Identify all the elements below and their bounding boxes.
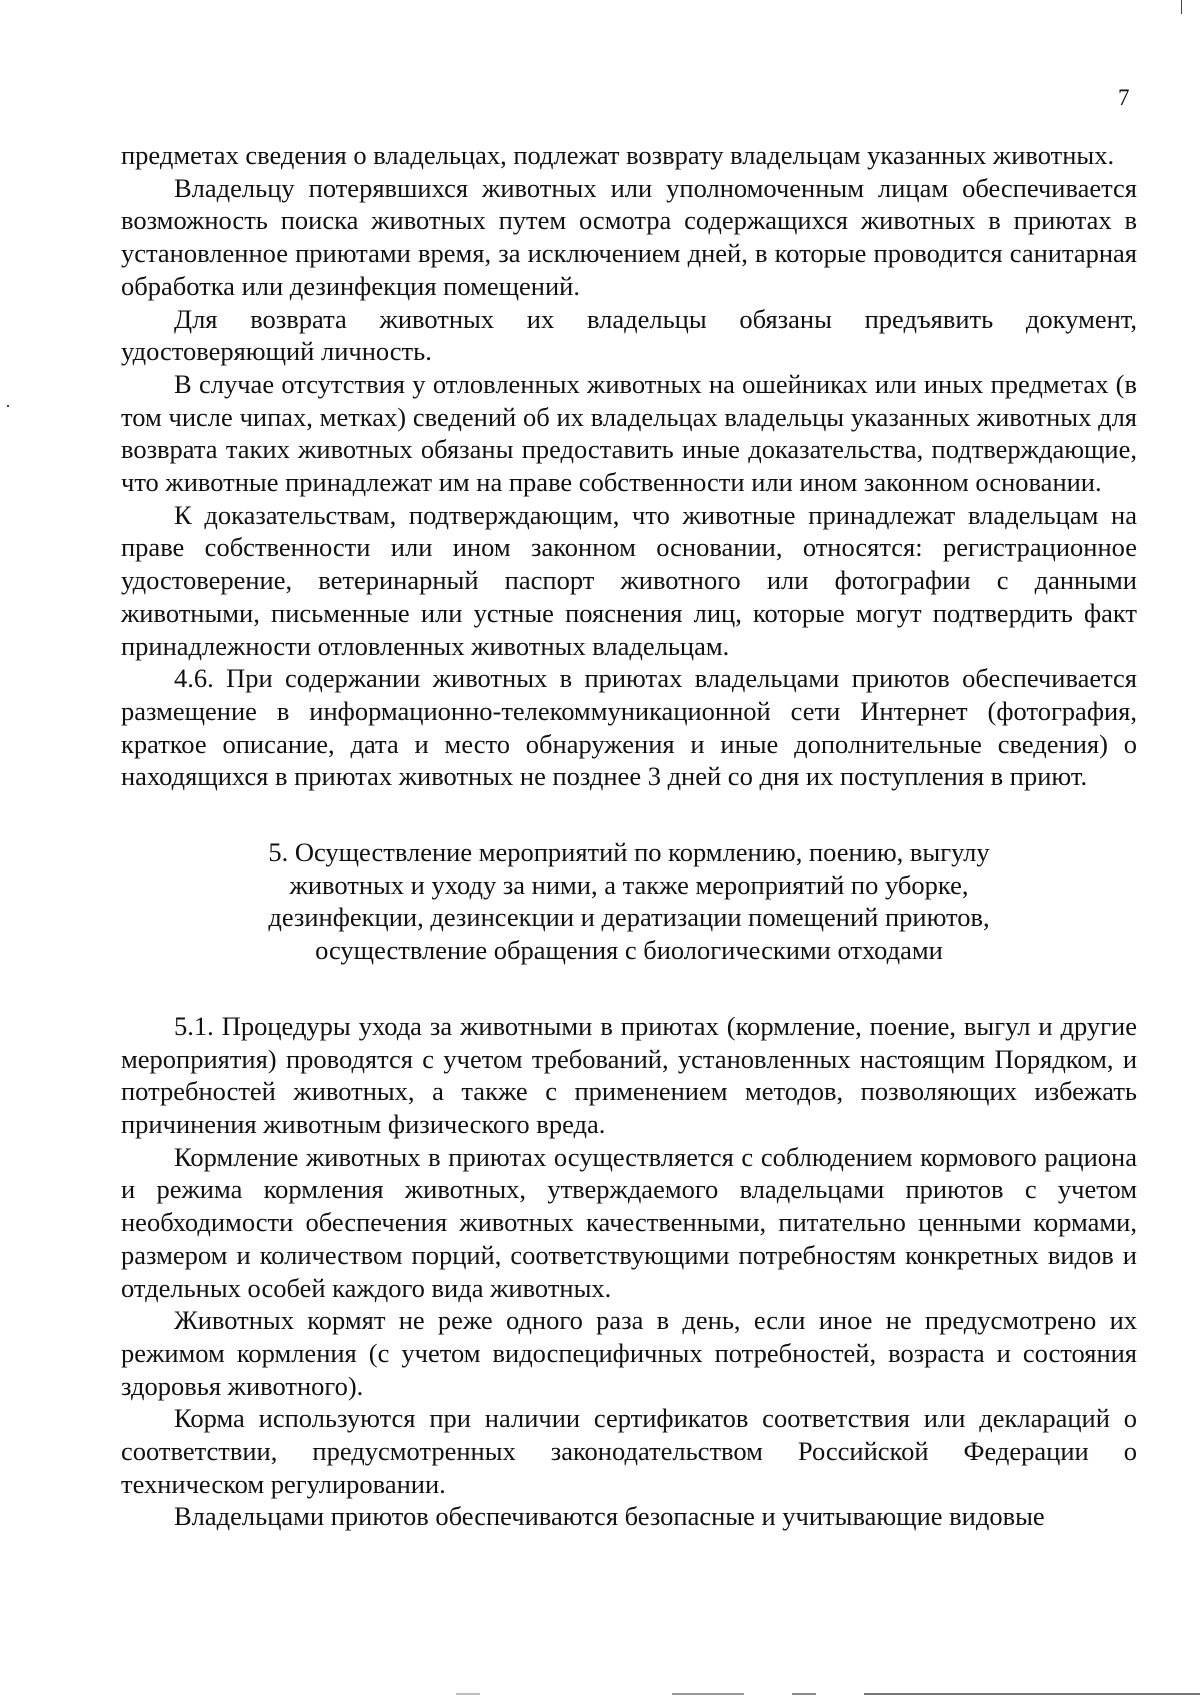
- paragraph-safe-conditions: Владельцами приютов обеспечиваются безопасные и учитывающие видовые: [174, 1501, 1045, 1532]
- paragraph-feeding-ration: Кормление животных в приютах осуществляется с соблюдением кормового рациона и режима кормления животных, утверждаемого владельцами приютов с учетом необходимости обеспечения животных качественными, питательно ценными кормами, размером и количеством порций, соответствующими потребностям конкретных видов и отдельных особей каждого вида животных.: [121, 1141, 1137, 1303]
- paragraph-identity-document: Для возврата животных их владельцы обязаны предъявить документ, удостоверяющий личность.: [121, 303, 1137, 367]
- page-number: 7: [1118, 85, 1130, 110]
- paragraph-feeding-frequency: Животных кормят не реже одного раза в день, если иное не предусмотрено их режимом кормления (с учетом видоспецифичных потребностей, возраста и состояния здоровья животного).: [121, 1305, 1137, 1401]
- section-heading-line: животных и уходу за ними, а также мероприятий по уборке,: [289, 869, 969, 900]
- paragraph-4-6: 4.6. При содержании животных в приютах владельцами приютов обеспечивается размещение в информационно-телекоммуникационной сети Интернет (фотография, краткое описание, дата и место обнаружения и иные дополнительные сведения) о находящихся в приютах животных не позднее 3 дней со дня их поступления в приют.: [121, 663, 1137, 792]
- scan-bottom-edge: [0, 1693, 1200, 1695]
- paragraph-feed-certificates: Корма используются при наличии сертификатов соответствия или деклараций о соответствии, предусмотренных законодательством Российской Федерации о техническом регулировании.: [121, 1403, 1137, 1499]
- scan-speck: [7, 405, 9, 407]
- paragraph-evidence-list: К доказательствам, подтверждающим, что животные принадлежат владельцам на праве собственности или ином законном основании, относятся: регистрационное удостоверение, ветеринарный паспорт животного или фотографии с данными животными, письменные или устные пояснения лиц, которые могут подтвердить факт принадлежности отловленных животных владельцам.: [121, 499, 1137, 661]
- section-heading-line: 5. Осуществление мероприятий по кормлению, поению, выгулу: [268, 837, 990, 868]
- document-body: [121, 139, 1137, 1533]
- paragraph-continuation: предметах сведения о владельцах, подлежат возврату владельцам указанных животных.: [121, 140, 1115, 170]
- section-heading-line: дезинфекции, дезинсекции и дератизации помещений приютов,: [268, 902, 990, 933]
- paragraph-other-evidence: В случае отсутствия у отловленных животных на ошейниках или иных предметах (в том числе чипах, метках) сведений об их владельцах владельцы указанных животных для возврата таких животных обязаны предоставить иные доказательства, подтверждающие, что животные принадлежат им на праве собственности или ином законном основании.: [121, 368, 1137, 498]
- section-heading-line: осуществление обращения с биологическими отходами: [315, 935, 943, 966]
- section-5-heading: [121, 836, 1137, 967]
- paragraph-5-1: 5.1. Процедуры ухода за животными в приютах (кормление, поение, выгул и другие мероприятия) проводятся с учетом требований, установленных настоящим Порядком, и потребностей животных, а также с применением методов, позволяющих избежать причинения животным физического вреда.: [121, 1010, 1137, 1139]
- paragraph-owner-search: Владельцу потерявшихся животных или уполномоченным лицам обеспечивается возможность поиска животных путем осмотра содержащихся животных в приютах в установленное приютами время, за исключением дней, в которые проводится санитарная обработка или дезинфекция помещений.: [121, 172, 1137, 301]
- scan-edge-mark: [1181, 0, 1182, 14]
